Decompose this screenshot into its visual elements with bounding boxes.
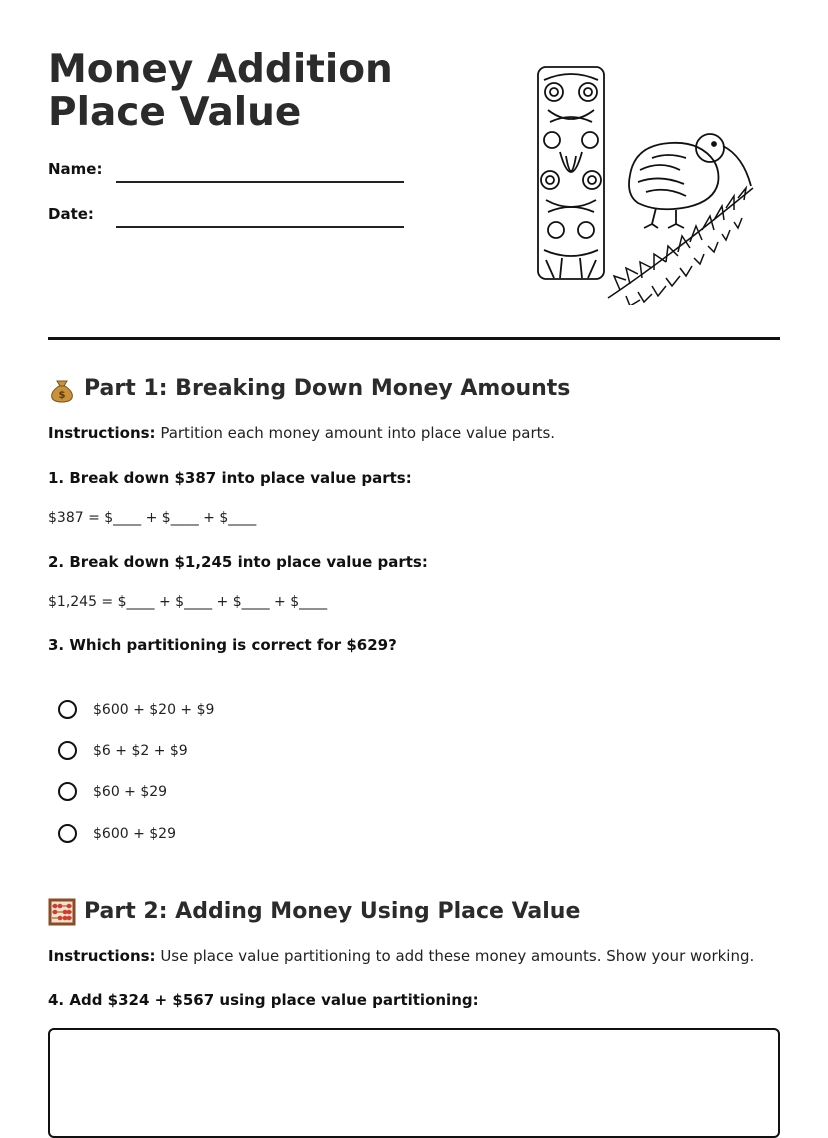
fern-frond-icon [608, 188, 753, 305]
date-field[interactable] [116, 226, 404, 228]
question-3-option-3[interactable] [58, 782, 167, 801]
svg-text:$: $ [58, 390, 66, 401]
abacus-icon [48, 898, 76, 926]
part2-title-text: Part 2: Adding Money Using Place Value [84, 899, 581, 924]
question-1: 1. Break down $387 into place value parts: [48, 469, 412, 487]
kiwi-bird-icon [629, 134, 751, 228]
question-1-equation: $387 = $____ + $____ + $____ [48, 510, 257, 526]
radio-button[interactable] [58, 824, 77, 843]
question-4: 4. Add $324 + $567 using place value partitioning: [48, 991, 479, 1009]
part2-instructions [48, 947, 754, 965]
carved-pou-icon [538, 67, 604, 279]
part1-instructions-text: Partition each money amount into place value parts. [155, 424, 556, 442]
option-label: $60 + $29 [93, 783, 168, 800]
part1-instructions-label: Instructions: [48, 424, 156, 442]
option-label: $600 + $29 [93, 825, 176, 842]
question-4-working-box[interactable] [48, 1028, 780, 1138]
name-label: Name: [48, 160, 103, 178]
date-label: Date: [48, 205, 94, 223]
name-field[interactable] [116, 181, 404, 183]
question-2: 2. Break down $1,245 into place value parts: [48, 553, 428, 571]
part1-title [48, 374, 570, 404]
option-label: $600 + $20 + $9 [93, 701, 215, 718]
question-3-option-2[interactable] [58, 741, 188, 760]
money-bag-icon [48, 375, 76, 403]
header-illustration [530, 60, 760, 305]
question-3: 3. Which partitioning is correct for $629? [48, 636, 397, 654]
section-divider [48, 337, 780, 340]
radio-button[interactable] [58, 782, 77, 801]
part1-title-text: Part 1: Breaking Down Money Amounts [84, 376, 571, 401]
part1-instructions [48, 424, 555, 442]
page-title: Money Addition Place Value [48, 47, 393, 135]
question-3-option-1[interactable] [58, 700, 214, 719]
part2-title [48, 897, 580, 927]
part2-instructions-label: Instructions: [48, 947, 156, 965]
radio-button[interactable] [58, 700, 77, 719]
part2-instructions-text: Use place value partitioning to add these money amounts. Show your working. [155, 947, 755, 965]
radio-button[interactable] [58, 741, 77, 760]
option-label: $6 + $2 + $9 [93, 742, 188, 759]
question-3-option-4[interactable] [58, 824, 176, 843]
question-2-equation: $1,245 = $____ + $____ + $____ + $____ [48, 594, 328, 610]
